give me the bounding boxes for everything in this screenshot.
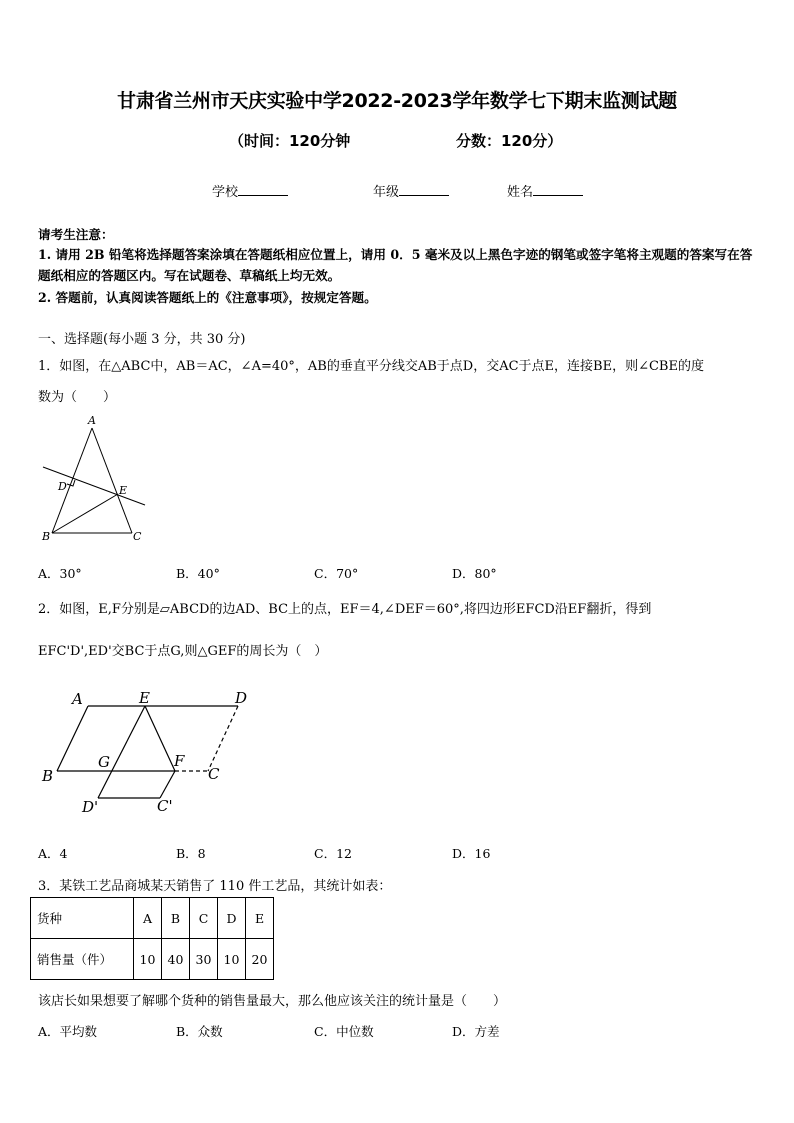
q2-option-c[interactable]: C．12 (314, 846, 352, 861)
q2-option-b[interactable]: B．8 (176, 846, 206, 861)
table-row (31, 898, 274, 939)
table-cell: E (246, 898, 274, 939)
table-cell: 30 (190, 939, 218, 980)
notice-item-1: 1. 请用 2B 铅笔将选择题答案涂填在答题纸相应位置上，请用 0．5 毫米及以上黑色字迹的钢笔或签字笔将主观题的答案写在答题纸相应的答题区内。写在试题卷、草稿纸上均无效。 (38, 247, 753, 283)
q1-line-2: 数为（ ） (38, 390, 117, 405)
q2-line-1: 2．如图，E,F分别是▱ABCD的边AD、BC上的点，EF＝4,∠DEF＝60°,将四边形EFCD沿EF翻折，得到 (38, 602, 652, 617)
table-cell: 货种 (31, 898, 134, 939)
grade-label: 年级 (373, 185, 400, 200)
q2-label-c-prime: C' (157, 797, 173, 815)
q1-condition: △ABC中，AB＝AC，∠A=40°，AB的垂直平分线交AB于点D，交AC于点E，连接BE，则∠CBE的度 (111, 359, 704, 374)
exam-score: 分数：120分） (456, 132, 563, 150)
table-cell: C (190, 898, 218, 939)
q2-label-g: G (98, 753, 110, 771)
q2-label-f: F (174, 752, 185, 770)
table-cell: A (134, 898, 162, 939)
table-row (31, 939, 274, 980)
q3-table (30, 897, 274, 980)
q2-label-b: B (42, 767, 54, 785)
q3-line-1: 3．某铁工艺品商城某天销售了 110 件工艺品，其统计如表： (38, 879, 392, 894)
table-cell: 10 (134, 939, 162, 980)
table-cell: 销售量（件） (31, 939, 134, 980)
q3-option-d[interactable]: D．方差 (452, 1024, 500, 1039)
q1-option-b[interactable]: B．40° (176, 566, 220, 581)
q3-option-a[interactable]: A．平均数 (38, 1024, 98, 1039)
notice-title: 请考生注意： (38, 227, 114, 242)
q1-label-c: C (133, 530, 142, 543)
q2-option-a[interactable]: A．4 (38, 846, 68, 861)
page-title: 甘肃省兰州市天庆实验中学2022-2023学年数学七下期末监测试题 (117, 90, 677, 112)
q2-label-e: E (139, 689, 150, 707)
q1-label-a: A (88, 414, 96, 427)
q1-label-e: E (119, 484, 128, 497)
table-cell: 10 (218, 939, 246, 980)
table-cell: B (162, 898, 190, 939)
table-cell: 40 (162, 939, 190, 980)
q1-number: 1．如图，在 (38, 359, 112, 374)
q1-option-c[interactable]: C．70° (314, 566, 359, 581)
exam-time: （时间：120分钟 (229, 132, 351, 150)
name-label: 姓名 (507, 185, 534, 200)
notice-item-2: 2. 答题前，认真阅读答题纸上的《注意事项》，按规定答题。 (38, 290, 377, 305)
q2-label-a: A (72, 690, 83, 708)
q3-question: 该店长如果想要了解哪个货种的销售量最大，那么他应该关注的统计量是（ ） (38, 994, 507, 1009)
q1-option-a[interactable]: A．30° (38, 566, 82, 581)
school-label: 学校 (212, 185, 239, 200)
q3-option-c[interactable]: C．中位数 (314, 1024, 374, 1039)
q3-option-b[interactable]: B．众数 (176, 1024, 223, 1039)
section-title: 一、选择题(每小题 3 分，共 30 分) (38, 332, 246, 347)
q2-label-c: C (208, 765, 220, 783)
q2-line-2: EFC'D',ED'交BC于点G,则△GEF的周长为（ ） (38, 644, 328, 659)
table-cell: D (218, 898, 246, 939)
table-cell: 20 (246, 939, 274, 980)
q1-option-d[interactable]: D．80° (452, 566, 497, 581)
q1-label-b: B (42, 530, 51, 543)
q2-option-d[interactable]: D．16 (452, 846, 491, 861)
q2-label-d: D (235, 689, 248, 707)
q2-label-d-prime: D' (82, 798, 99, 816)
q1-label-d: D (58, 480, 67, 493)
